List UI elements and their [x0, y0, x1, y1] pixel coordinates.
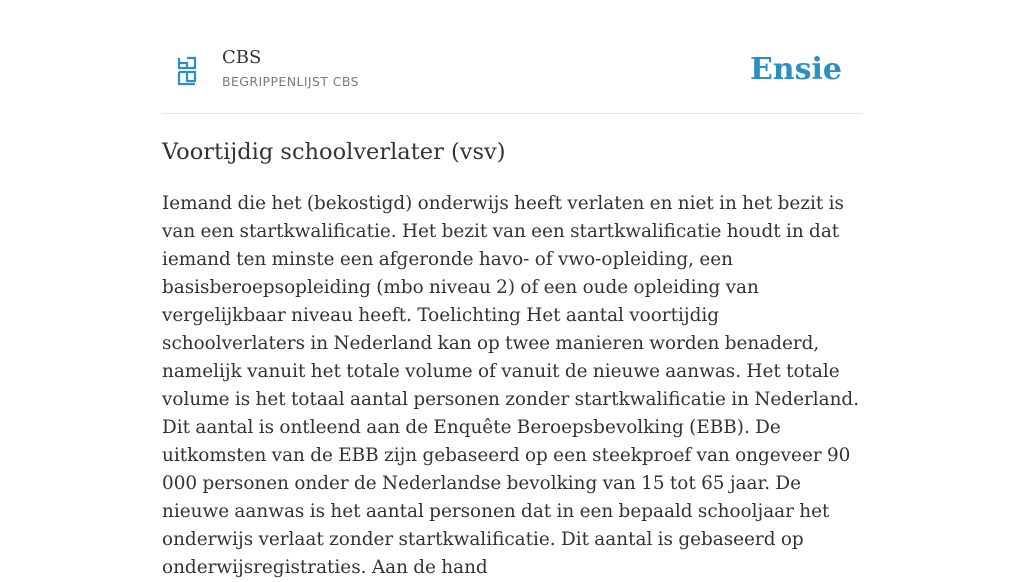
ensie-brand-logo[interactable]: Ensie: [749, 52, 842, 87]
source-name[interactable]: CBS: [222, 47, 262, 68]
page-title: Voortijdig schoolverlater (vsv): [162, 139, 506, 165]
definition-text: Iemand die het (bekostigd) onderwijs heeft verlaten en niet in het bezit is van een startkwalificatie. Het bezit van een startkwalificatie houdt in dat iemand ten minste een afgeronde havo- of vwo-opleiding, een basisberoepsopleiding (mbo niveau 2) of een oude opleiding van vergelijkbaar niveau heeft. Toelichting Het aantal voortijdig schoolverlaters in Nederland kan op twee manieren worden benaderd, namelijk vanuit het totale volume of vanuit de nieuwe aanwas. Het totale volume is het totaal aantal personen zonder startkwalificatie in Nederland. Dit aantal is ontleend aan de Enquête Beroepsbevolking (EBB). De uitkomsten van de EBB zijn gebaseerd op een steekproef van ongeveer 90 000 personen onder de Nederlandse bevolking van 15 tot 65 jaar. De nieuwe aanwas is het aantal personen dat in een bepaald schooljaar het onderwijs verlaat zonder startkwalificatie. Dit aantal is gebaseerd op onderwijsregistraties. Aan de hand: [162, 193, 860, 578]
definition-card: [162, 0, 862, 578]
card-header: [162, 0, 862, 114]
cbs-logo-icon[interactable]: [176, 56, 198, 86]
source-subtitle[interactable]: BEGRIPPENLIJST CBS: [222, 74, 359, 89]
